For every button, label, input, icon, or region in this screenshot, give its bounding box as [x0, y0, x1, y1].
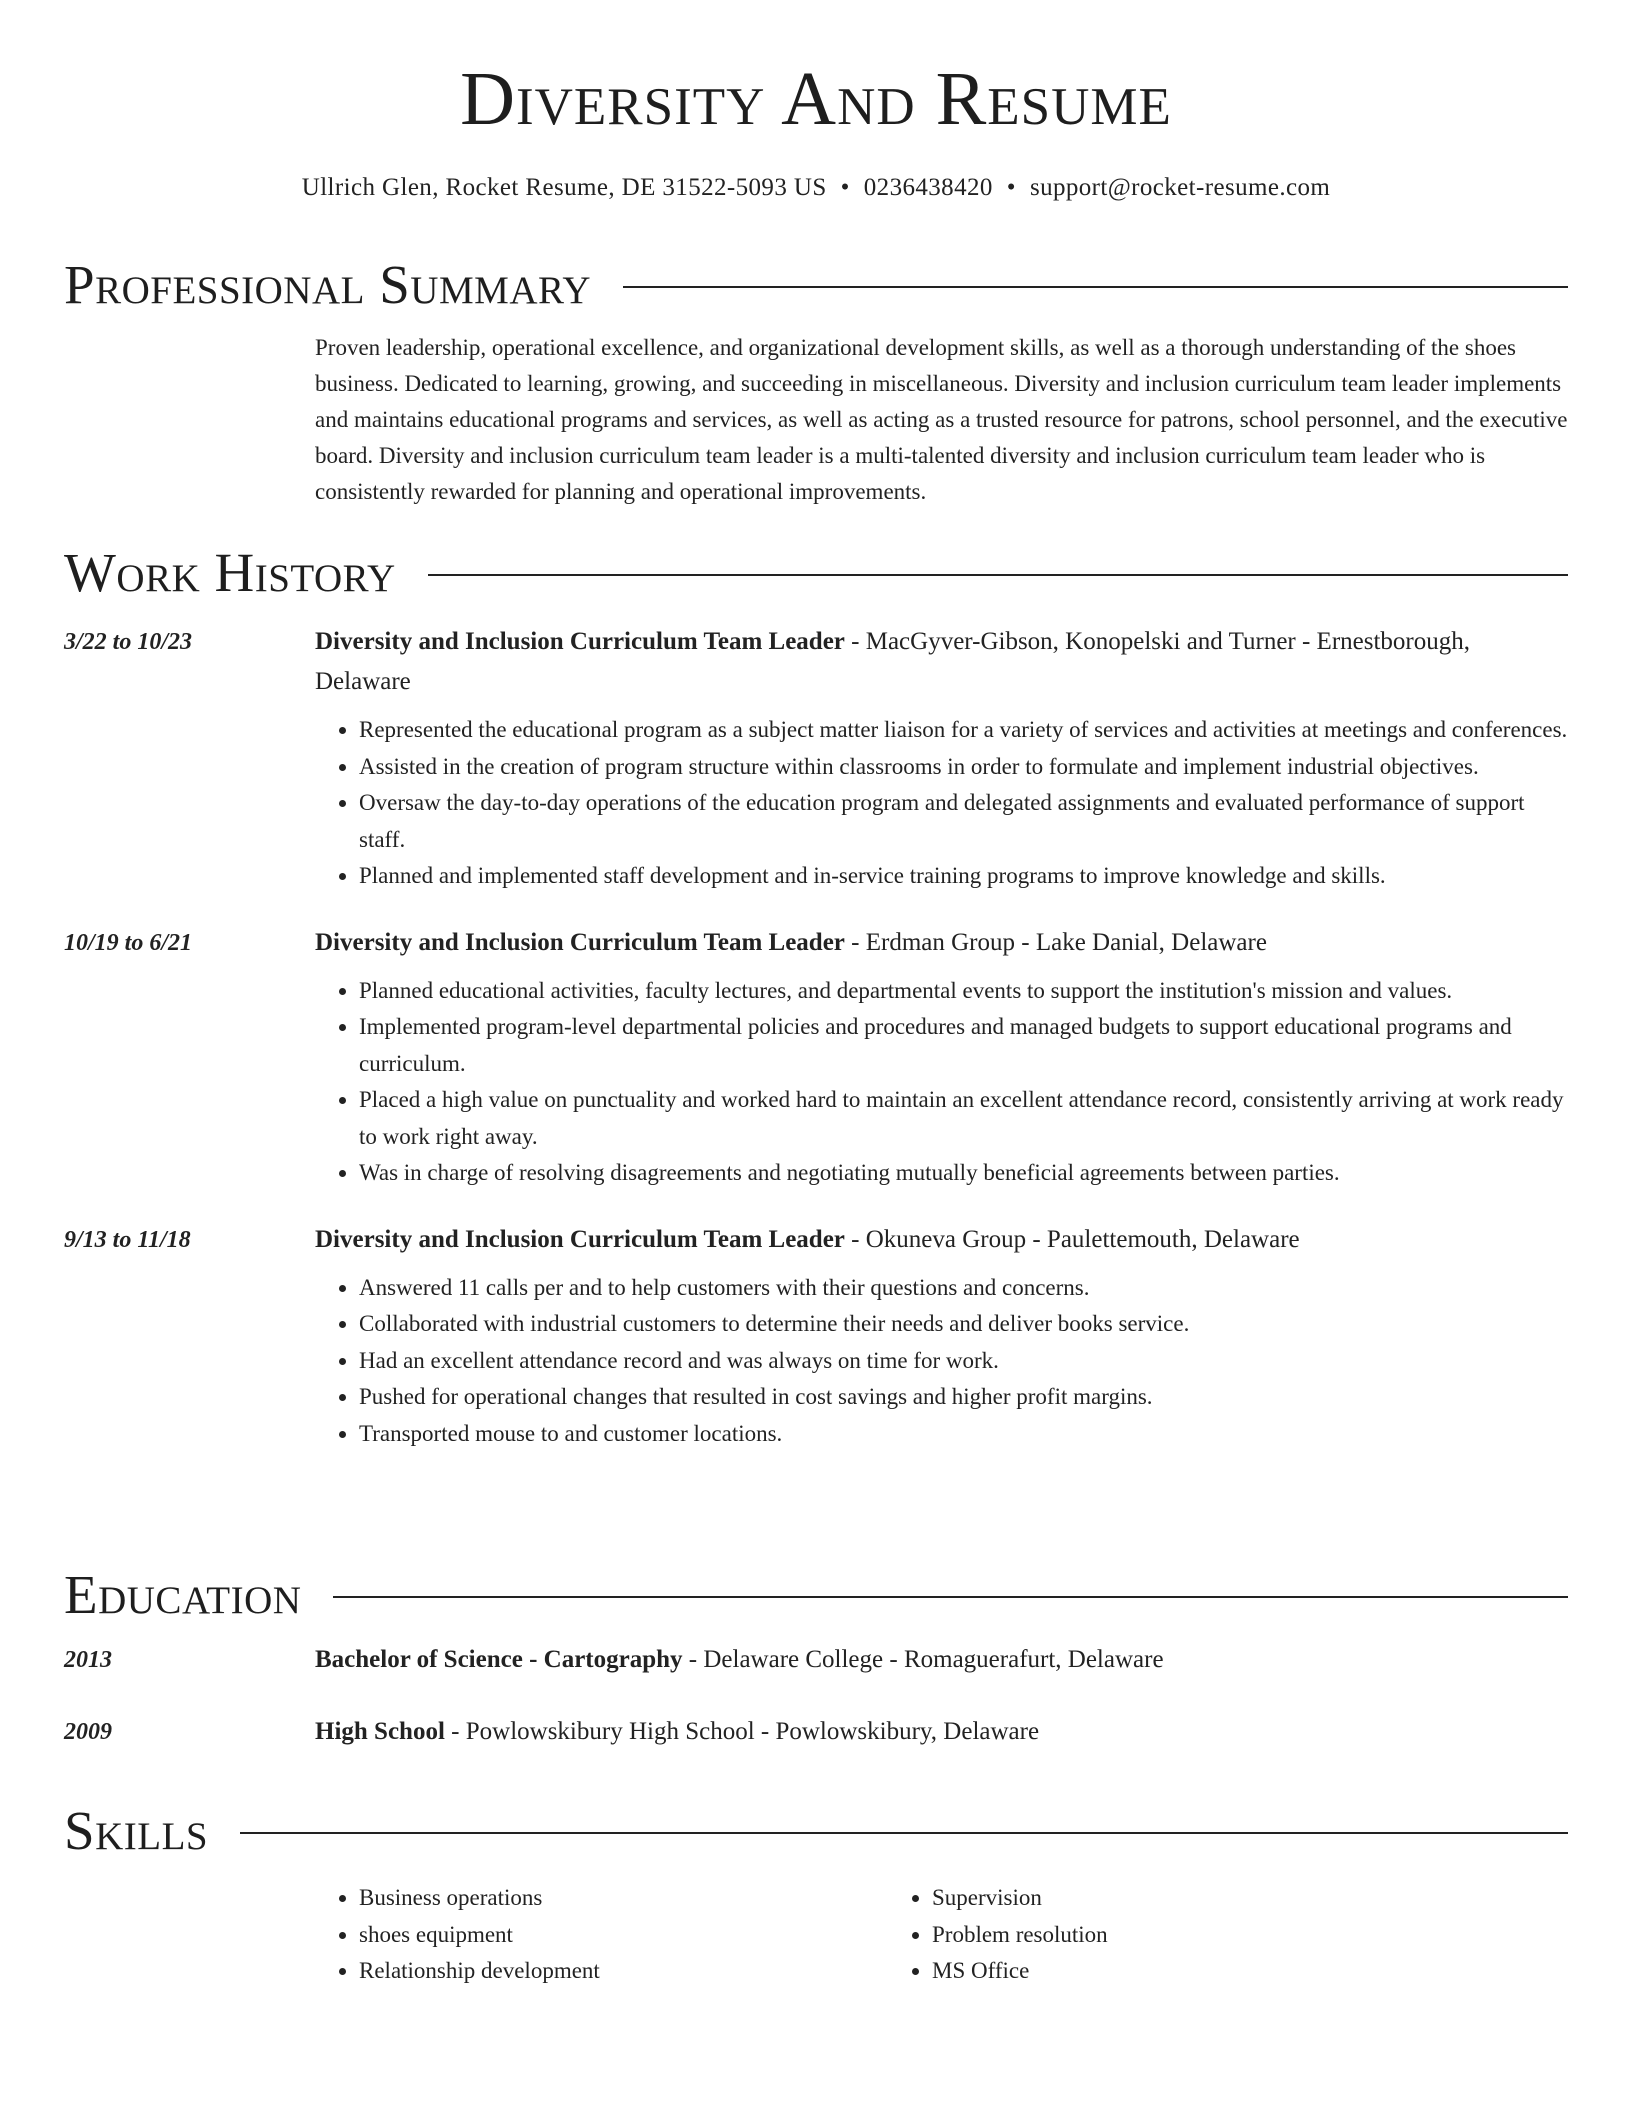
education-degree: Bachelor of Science - Cartography [315, 1646, 683, 1673]
job-heading [315, 923, 1568, 963]
section-title-education: Education [64, 1563, 302, 1625]
skill-item: • Supervision [932, 1880, 1461, 1917]
education-year: 2013 [64, 1647, 112, 1673]
list-item: • Planned educational activities, faculty lectures, and departmental events to support the institution's mission and values. [359, 973, 1568, 1010]
contact-line [0, 174, 1632, 202]
job-title: Diversity and Inclusion Curriculum Team Leader [315, 1225, 845, 1253]
list-item: • Represented the educational program as a subject matter liaison for a variety of services and activities at meetings and conferences. [359, 712, 1568, 749]
skills-column-left [315, 1880, 888, 1990]
skills-section [64, 1798, 1568, 1990]
job-body [315, 923, 1568, 1192]
job-duties [315, 973, 1568, 1192]
education-school: - Delaware College - Romaguerafurt, Delaware [682, 1646, 1164, 1673]
section-title-skills: Skills [64, 1799, 209, 1861]
list-item: • Oversaw the day-to-day operations of the education program and delegated assignments and evaluated performance of support staff. [359, 785, 1568, 858]
job-entry [64, 622, 1568, 895]
resume-name: Diversity And Resume [460, 57, 1172, 141]
job-duties [315, 712, 1568, 895]
list-item: • Collaborated with industrial customers to determine their needs and deliver books service. [359, 1306, 1568, 1343]
job-dates: 10/19 to 6/21 [64, 929, 193, 956]
contact-phone: 0236438420 [863, 174, 993, 201]
section-header [64, 1798, 1568, 1862]
list-item: • Answered 11 calls per and to help customers with their questions and concerns. [359, 1270, 1568, 1307]
section-header [64, 1562, 1568, 1626]
section-title-summary: Professional Summary [64, 253, 592, 315]
job-employer: - MacGyver-Gibson, Konopelski and Turner - Ernestborough, Delaware [315, 628, 1471, 695]
education-heading [315, 1712, 1568, 1752]
contact-email[interactable]: support@rocket-resume.com [1029, 174, 1331, 201]
education-degree: High School [315, 1718, 445, 1745]
job-body [315, 622, 1568, 895]
section-divider [333, 1596, 1568, 1598]
section-header [64, 540, 1568, 604]
education-entry [64, 1712, 1568, 1752]
list-item: • Implemented program-level departmental policies and procedures and managed budgets to support educational programs and curriculum. [359, 1009, 1568, 1082]
job-employer: - Erdman Group - Lake Danial, Delaware [844, 928, 1267, 956]
job-employer: - Okuneva Group - Paulettemouth, Delaware [844, 1225, 1300, 1253]
contact-separator: • [1006, 174, 1016, 201]
education-heading [315, 1640, 1568, 1680]
education-school: - Powlowskibury High School - Powlowskibury, Delaware [444, 1718, 1040, 1745]
job-body [315, 1220, 1568, 1453]
list-item: • Placed a high value on punctuality and worked hard to maintain an excellent attendance record, consistently arriving at work ready to work right away. [359, 1082, 1568, 1155]
section-divider [623, 286, 1568, 288]
contact-address: Ullrich Glen, Rocket Resume, DE 31522-5093 US [301, 174, 827, 201]
job-title: Diversity and Inclusion Curriculum Team Leader [315, 628, 845, 655]
job-heading [315, 622, 1568, 702]
work-history-section [64, 540, 1568, 1452]
skills-columns [315, 1880, 1568, 1990]
section-header [64, 252, 1568, 316]
summary-section [64, 252, 1568, 510]
list-item: • Planned and implemented staff development and in-service training programs to improve knowledge and skills. [359, 858, 1568, 895]
skill-item: • shoes equipment [359, 1917, 888, 1954]
skill-item: • Problem resolution [932, 1917, 1461, 1954]
job-dates: 3/22 to 10/23 [64, 629, 193, 655]
job-heading [315, 1220, 1568, 1260]
list-item: • Assisted in the creation of program structure within classrooms in order to formulate and implement industrial objectives. [359, 749, 1568, 786]
list-item: • Was in charge of resolving disagreements and negotiating mutually beneficial agreements between parties. [359, 1155, 1568, 1192]
list-item: • Had an excellent attendance record and was always on time for work. [359, 1343, 1568, 1380]
job-duties [315, 1270, 1568, 1453]
section-title-work-history: Work History [64, 541, 396, 603]
skill-item: • MS Office [932, 1953, 1461, 1990]
education-section [64, 1562, 1568, 1752]
education-entry [64, 1640, 1568, 1680]
job-dates: 9/13 to 11/18 [64, 1226, 191, 1253]
list-item: • Pushed for operational changes that resulted in cost savings and higher profit margins. [359, 1379, 1568, 1416]
contact-separator: • [840, 174, 850, 201]
skill-item: • Business operations [359, 1880, 888, 1917]
section-divider [428, 574, 1568, 576]
job-entry [64, 1220, 1568, 1453]
education-year: 2009 [64, 1719, 112, 1745]
skills-column-right [888, 1880, 1461, 1990]
list-item: • Transported mouse to and customer locations. [359, 1416, 1568, 1453]
job-entry [64, 923, 1568, 1192]
section-divider [240, 1832, 1568, 1834]
skill-item: • Relationship development [359, 1953, 888, 1990]
job-title: Diversity and Inclusion Curriculum Team Leader [315, 928, 845, 956]
summary-text: Proven leadership, operational excellence, and organizational development skills, as well as a thorough understanding of the shoes business. Dedicated to learning, growing, and succeeding in miscellaneous. Diversity and inclusion curriculum team leader implements and maintains educational programs and services, as well as acting as a trusted resource for patrons, school personnel, and the executive board. Diversity and inclusion curriculum team leader is a multi-talented diversity and inclusion curriculum team leader who is consistently rewarded for planning and operational improvements. [315, 335, 1568, 504]
